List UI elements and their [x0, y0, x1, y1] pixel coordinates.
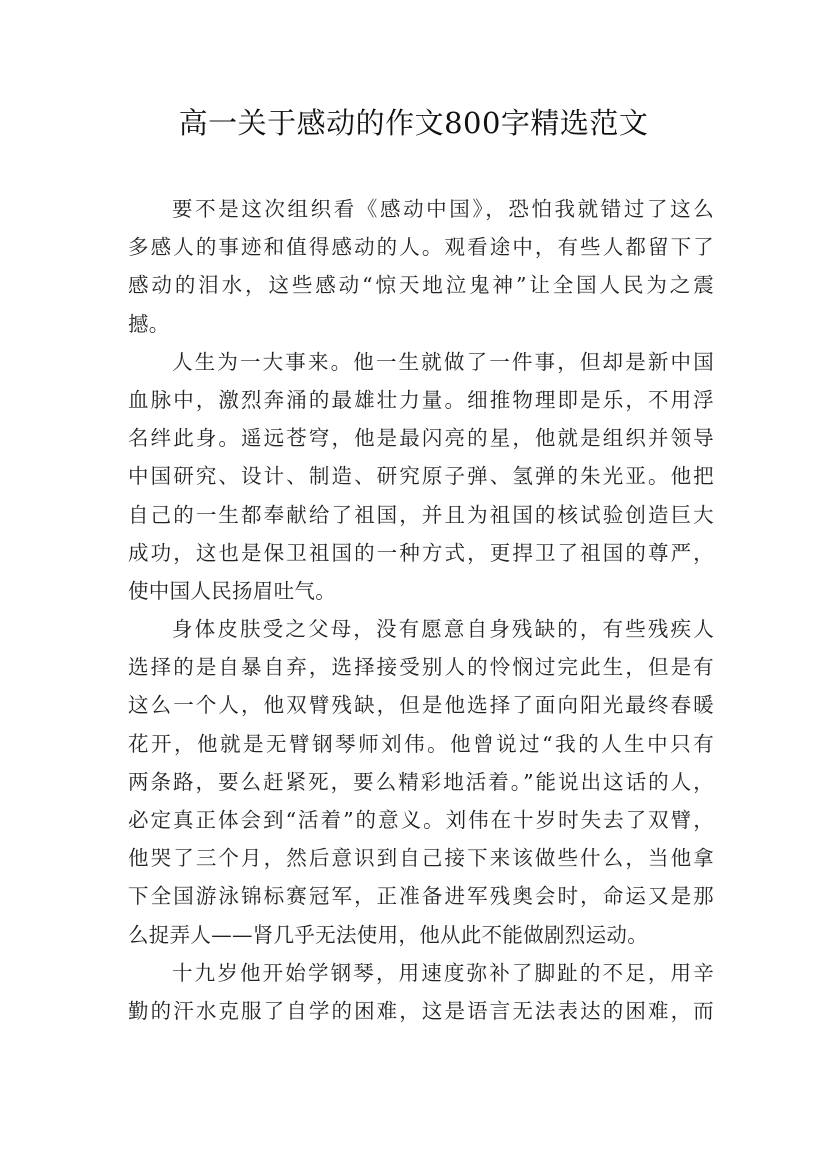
text-line: 么捉弄人——肾几乎无法使用，他从此不能做剧烈运动。	[128, 922, 648, 947]
essay-body	[128, 190, 714, 1030]
text-line: 名绊此身。遥远苍穹，他是最闪亮的星，他就是组织并领导	[128, 426, 714, 451]
text-line: 撼。	[128, 311, 170, 336]
text-line: 成功，这也是保卫祖国的一种方式，更捍卫了祖国的尊严，	[128, 540, 714, 565]
text-line: 自己的一生都奉献给了祖国，并且为祖国的核试验创造巨大	[128, 502, 714, 527]
page-title: 高一关于感动的作文800字精选范文	[178, 106, 649, 140]
text-line: 十九岁他开始学钢琴，用速度弥补了脚趾的不足，用辛	[172, 960, 714, 985]
text-line: 两条路，要么赶紧死，要么精彩地活着。”能说出这话的人，	[128, 769, 714, 794]
text-line: 勤的汗水克服了自学的困难，这是语言无法表达的困难，而	[128, 998, 714, 1023]
text-line: 人生为一大事来。他一生就做了一件事，但却是新中国	[172, 349, 714, 374]
text-line: 下全国游泳锦标赛冠军，正准备进军残奥会时，命运又是那	[128, 884, 714, 909]
text-line: 要不是这次组织看《感动中国》，恐怕我就错过了这么	[172, 197, 714, 221]
text-line: 使中国人民扬眉吐气。	[128, 578, 336, 603]
text-line: 选择的是自暴自弃，选择接受别人的怜悯过完此生，但是有	[128, 655, 714, 680]
text-line: 他哭了三个月，然后意识到自己接下来该做些什么，当他拿	[128, 846, 714, 871]
text-line: 身体皮肤受之父母，没有愿意自身残缺的，有些残疾人	[172, 617, 714, 642]
text-line: 感动的泪水，这些感动“惊天地泣鬼神”让全国人民为之震	[128, 273, 714, 298]
text-line: 花开，他就是无臂钢琴师刘伟。他曾说过“我的人生中只有	[128, 731, 714, 756]
text-line: 必定真正体会到“活着”的意义。刘伟在十岁时失去了双臂，	[128, 808, 714, 832]
text-line: 血脉中，激烈奔涌的最雄壮力量。细推物理即是乐，不用浮	[128, 387, 714, 412]
text-line: 中国研究、设计、制造、研究原子弹、氢弹的朱光亚。他把	[128, 464, 714, 489]
text-line: 这么一个人，他双臂残缺，但是他选择了面向阳光最终春暖	[128, 693, 714, 718]
text-line: 多感人的事迹和值得感动的人。观看途中，有些人都留下了	[128, 235, 714, 260]
